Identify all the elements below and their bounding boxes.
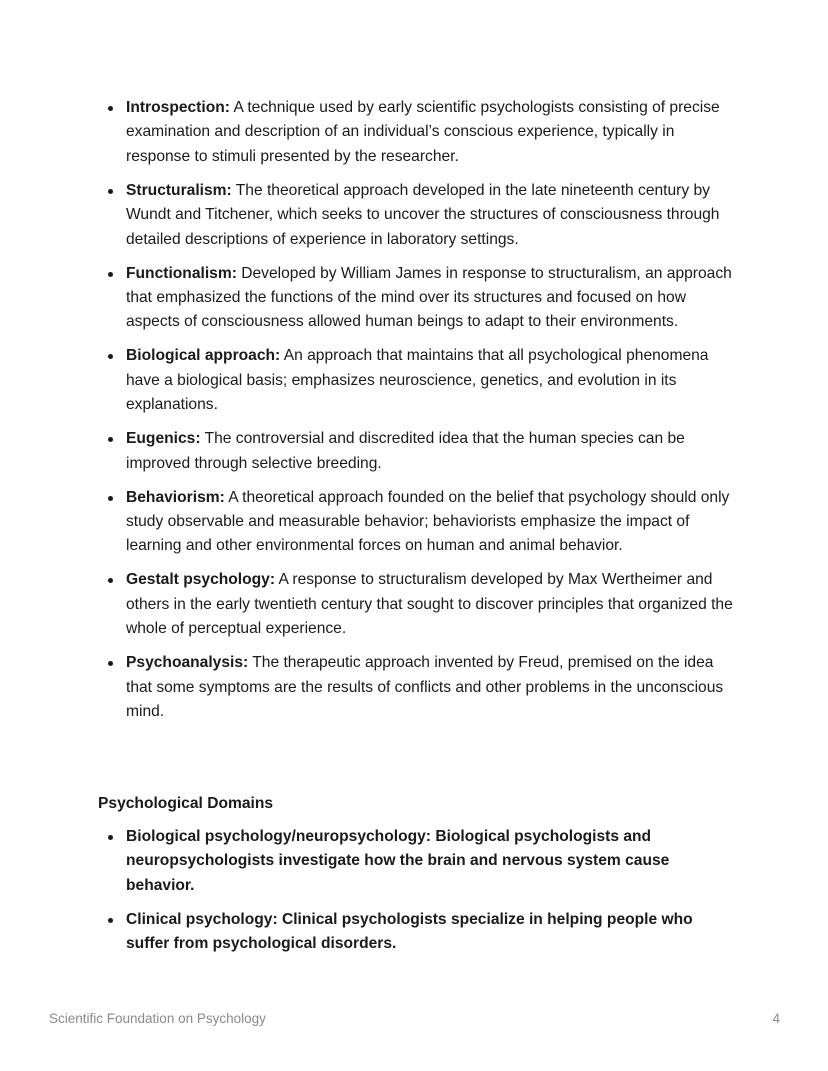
domain-item: Biological psychology/neuropsychology: Biological psychologists and neuropsychologists investigate how the brain and nervous system cause behavior. xyxy=(98,825,738,898)
glossary-term: Structuralism: xyxy=(126,181,232,199)
glossary-definition: A response to structuralism developed by Max Wertheimer and others in the early twentieth century that sought to discover principles that organized the whole of perceptual experience. xyxy=(126,571,733,638)
glossary-term: Gestalt psychology: xyxy=(126,571,276,589)
glossary-item xyxy=(98,427,738,476)
domain-item: Clinical psychology: Clinical psychologists specialize in helping people who suffer from psychological disorders. xyxy=(98,908,738,957)
glossary-item xyxy=(98,651,738,724)
glossary-item xyxy=(98,96,738,169)
glossary-definition: Developed by William James in response to structuralism, an approach that emphasized the functions of the mind over its structures and focused on how aspects of consciousness allowed human beings to adapt to their environments. xyxy=(126,264,732,331)
footer-title: Scientific Foundation on Psychology xyxy=(49,1011,266,1026)
page-number: 4 xyxy=(772,1011,780,1026)
glossary-term: Biological approach: xyxy=(126,347,281,365)
glossary-term: Functionalism: xyxy=(126,264,237,282)
glossary-term: Psychoanalysis: xyxy=(126,654,249,672)
glossary-item xyxy=(98,344,738,417)
glossary-definition: An approach that maintains that all psychological phenomena have a biological basis; emphasizes neuroscience, genetics, and evolution in its explanations. xyxy=(126,347,709,414)
glossary-definition: The theoretical approach developed in the late nineteenth century by Wundt and Titchener, which seeks to uncover the structures of consciousness through detailed descriptions of experience in laboratory settings. xyxy=(126,181,720,248)
glossary-item xyxy=(98,568,738,641)
section-heading: Psychological Domains xyxy=(98,795,274,812)
glossary-item xyxy=(98,486,738,559)
glossary-item xyxy=(98,262,738,335)
glossary-term: Behaviorism: xyxy=(126,488,225,506)
glossary-definition: The therapeutic approach invented by Freud, premised on the idea that some symptoms are the results of conflicts and other problems in the unconscious mind. xyxy=(126,654,724,721)
glossary-item xyxy=(98,179,738,252)
glossary-definition: The controversial and discredited idea that the human species can be improved through selective breeding. xyxy=(126,430,685,472)
glossary-term: Introspection: xyxy=(126,99,230,116)
domain-list xyxy=(98,825,738,966)
glossary-definition: A technique used by early scientific psychologists consisting of precise examination and description of an individual’s conscious experience, typically in response to stimuli presented by the researcher. xyxy=(126,99,720,165)
glossary-definition: A theoretical approach founded on the belief that psychology should only study observable and measurable behavior; behaviorists emphasize the impact of learning and other environmental forces on human and animal behavior. xyxy=(126,488,730,555)
glossary-term: Eugenics: xyxy=(126,430,201,448)
glossary-list xyxy=(98,96,738,734)
